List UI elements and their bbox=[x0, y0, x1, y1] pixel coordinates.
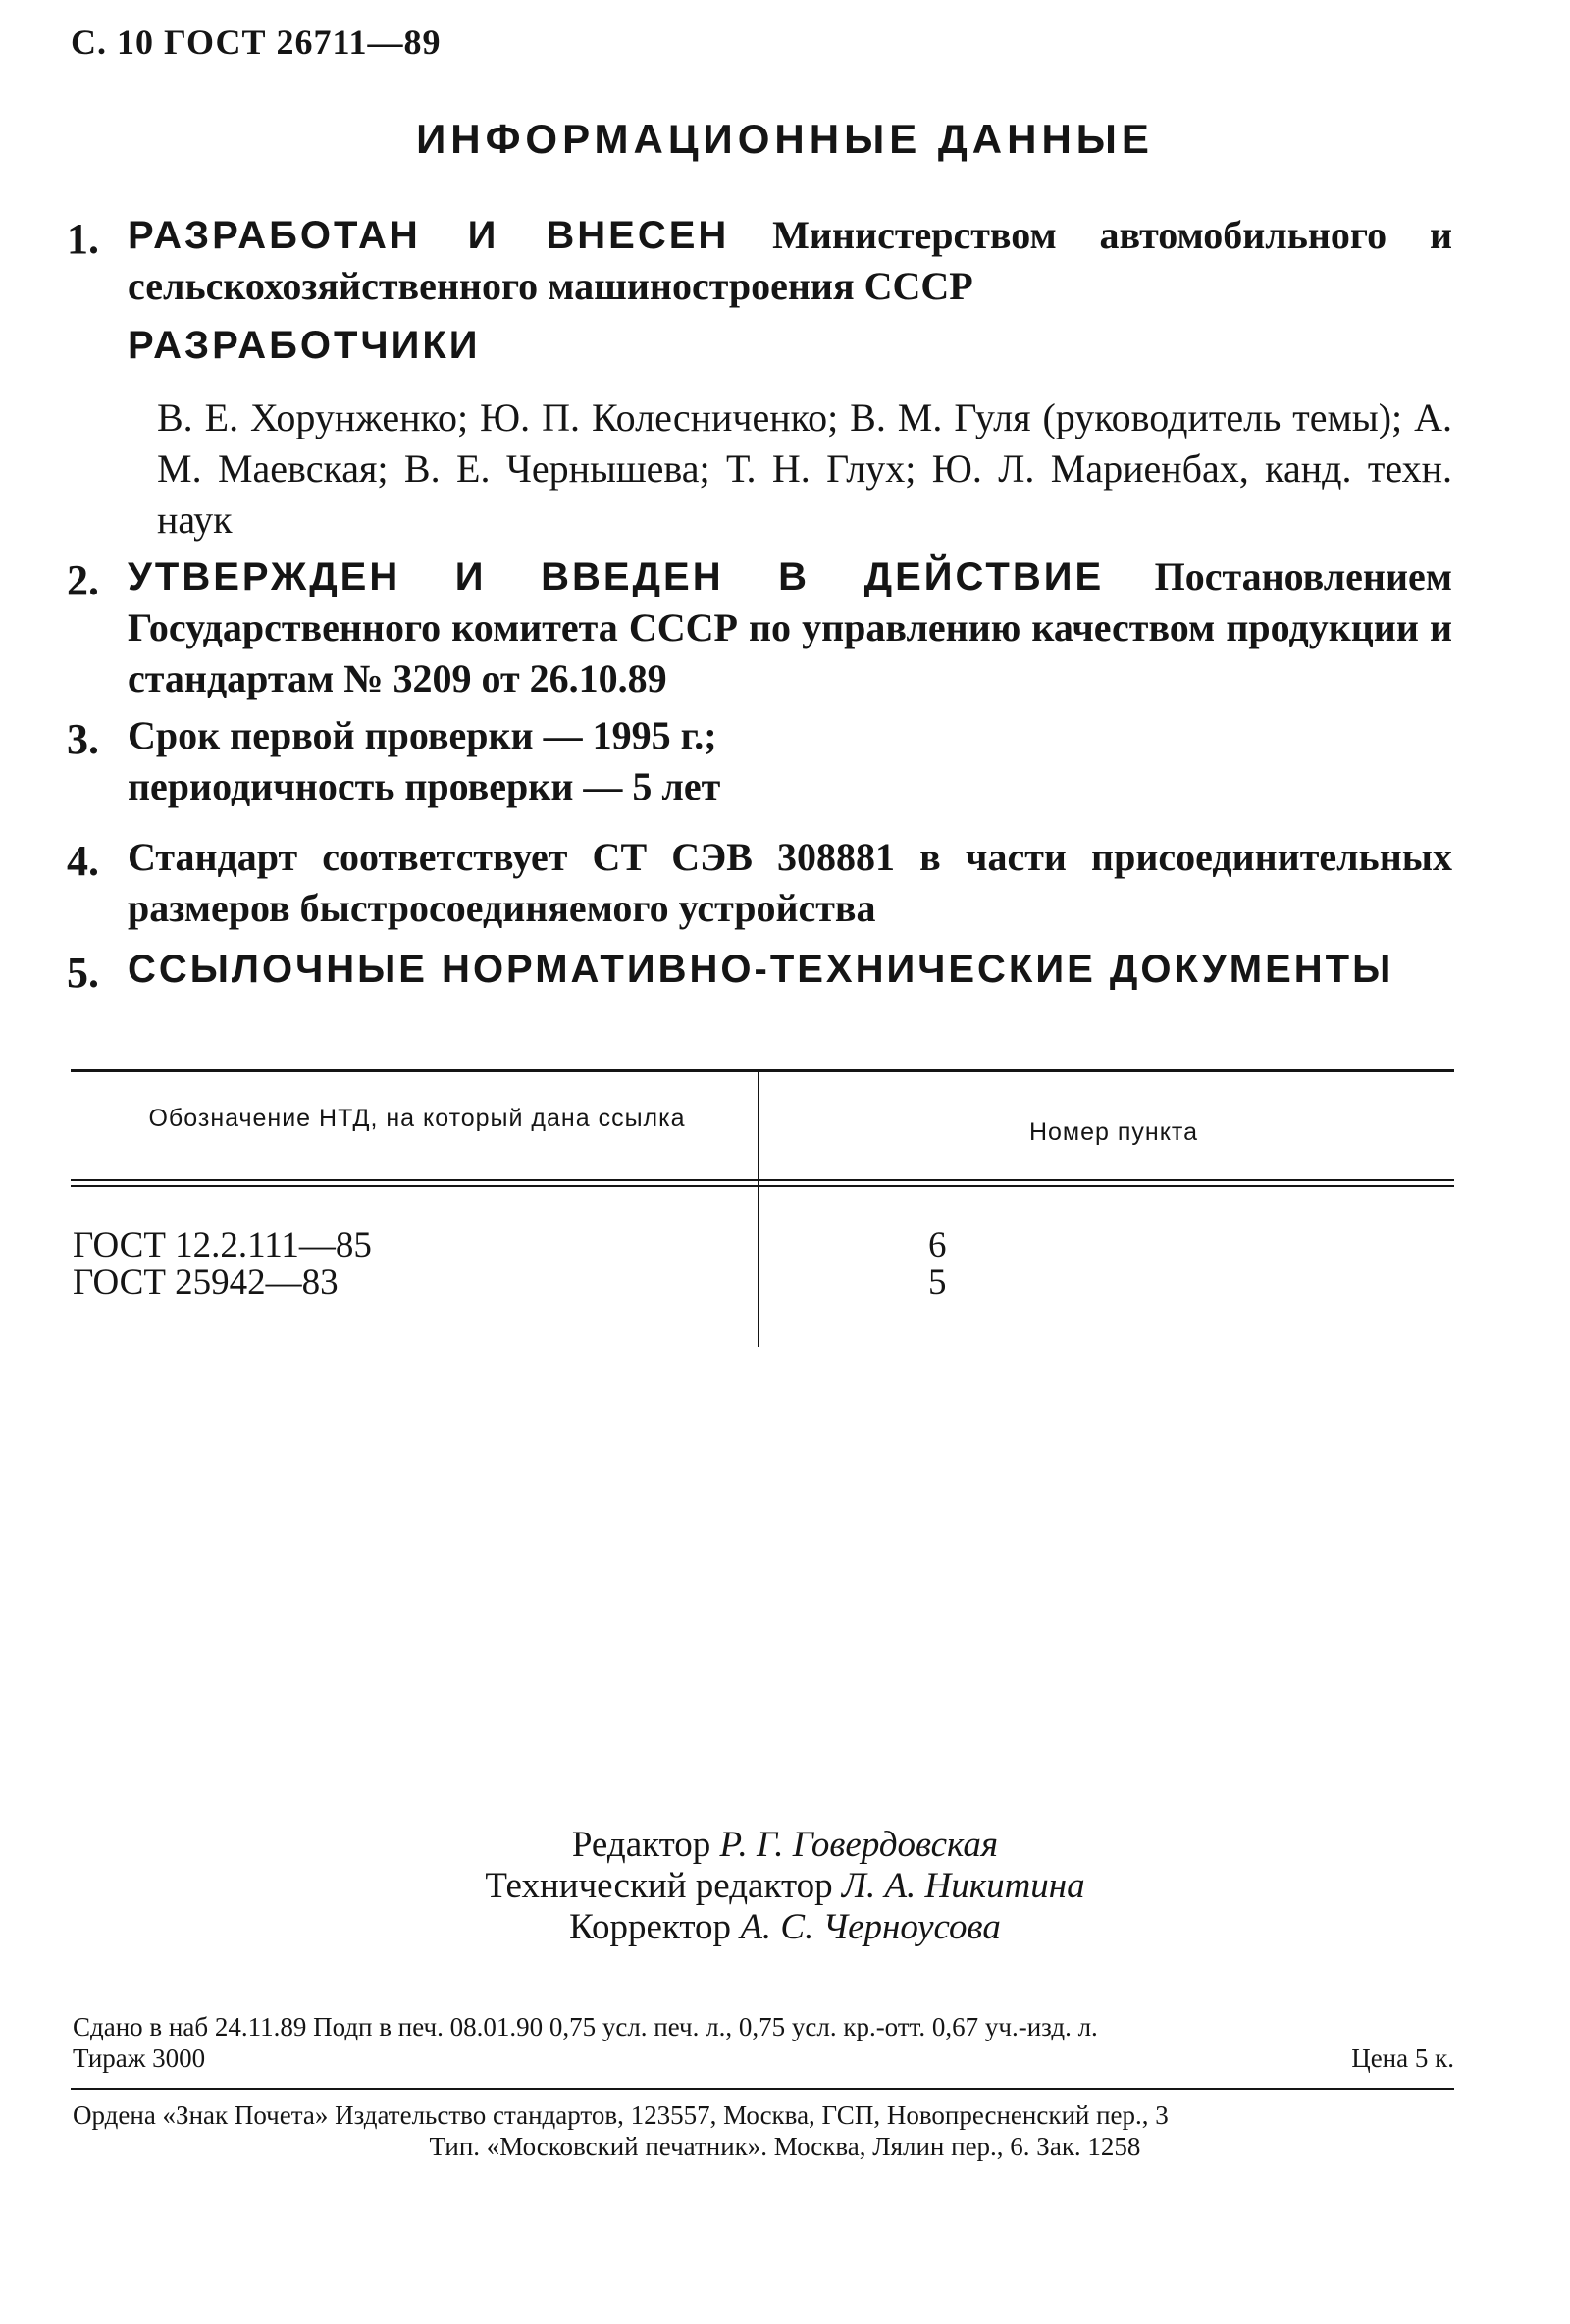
table-row-2-document: ГОСТ 25942—83 bbox=[73, 1263, 339, 1303]
item-1-body: Министерством автомобильного и сельскохозяйственного машиностроения СССР bbox=[128, 213, 1452, 308]
corrector-label: Корректор bbox=[569, 1907, 732, 1947]
table-top-rule bbox=[71, 1069, 1454, 1072]
item-2-text bbox=[128, 551, 1452, 704]
page-title: ИНФОРМАЦИОННЫЕ ДАННЫЕ bbox=[416, 116, 1154, 162]
developers-names: В. Е. Хорунженко; Ю. П. Колесниченко; В. М. Гуля (руководитель темы); А. М. Маевская; В. Е. Чернышева; Т. Н. Глух; Ю. Л. Мариенбах, канд. техн. наук bbox=[157, 395, 1452, 542]
item-3-line-1: Срок первой проверки — 1995 г.; bbox=[128, 713, 717, 757]
tech-editor-label: Технический редактор bbox=[485, 1866, 833, 1906]
tech-editor-name: Л. А. Никитина bbox=[841, 1866, 1085, 1906]
item-2-lead: УТВЕРЖДЕН И ВВЕДЕН В ДЕЙСТВИЕ bbox=[128, 555, 1105, 598]
editor-name: Р. Г. Говердовская bbox=[719, 1825, 999, 1865]
imprint-printer: Тип. «Московский печатник». Москва, Лялин пер., 6. Зак. 1258 bbox=[429, 2132, 1141, 2161]
item-1-number: 1. bbox=[67, 215, 99, 263]
table-header-rule-2 bbox=[71, 1185, 1454, 1187]
editor-label: Редактор bbox=[571, 1825, 711, 1865]
imprint-circulation: Тираж 3000 bbox=[73, 2043, 206, 2073]
imprint-print-data: Сдано в наб 24.11.89 Подп в печ. 08.01.90 0,75 усл. печ. л., 0,75 усл. кр.-отт. 0,67 уч.-изд. л. bbox=[73, 2012, 1098, 2041]
item-1-text bbox=[128, 210, 1452, 312]
page-header: С. 10 ГОСТ 26711—89 bbox=[71, 23, 442, 62]
table-row-1-document: ГОСТ 12.2.111—85 bbox=[73, 1225, 372, 1265]
credits-corrector bbox=[0, 1902, 1570, 1953]
corrector-name: А. С. Черноусова bbox=[740, 1907, 1001, 1947]
table-header-clause: Номер пункта bbox=[1028, 1118, 1199, 1146]
item-3-line-2: периодичность проверки — 5 лет bbox=[128, 764, 721, 808]
item-5-text: ССЫЛОЧНЫЕ НОРМАТИВНО-ТЕХНИЧЕСКИЕ ДОКУМЕНТЫ bbox=[128, 948, 1394, 991]
item-2-number: 2. bbox=[67, 556, 99, 604]
table-header-rule-1 bbox=[71, 1179, 1454, 1181]
imprint-price: Цена 5 к. bbox=[1351, 2043, 1454, 2073]
item-3-number: 3. bbox=[67, 715, 99, 763]
table-column-divider bbox=[758, 1072, 759, 1347]
table-row-2-clause: 5 bbox=[928, 1263, 947, 1303]
table-row-1-clause: 6 bbox=[928, 1225, 947, 1265]
imprint-publisher: Ордена «Знак Почета» Издательство стандартов, 123557, Москва, ГСП, Новопресненский пер., 3 bbox=[73, 2100, 1169, 2130]
item-2-body: Постановлением Государственного комитета СССР по управлению качеством продукции и стандартам № 3209 от 26.10.89 bbox=[128, 554, 1453, 700]
item-4-number: 4. bbox=[67, 837, 99, 885]
item-5-number: 5. bbox=[67, 949, 99, 997]
item-1-lead: РАЗРАБОТАН И ВНЕСЕН bbox=[128, 214, 730, 257]
table-header-document: Обозначение НТД, на который дана ссылка bbox=[148, 1105, 686, 1132]
developers-heading: РАЗРАБОТЧИКИ bbox=[128, 324, 481, 367]
item-3-text bbox=[128, 710, 1452, 812]
imprint-rule bbox=[71, 2088, 1454, 2090]
item-4-text: Стандарт соответствует СТ СЭВ 308881 в части присоединительных размеров быстросоединяемого устройства bbox=[128, 835, 1452, 930]
